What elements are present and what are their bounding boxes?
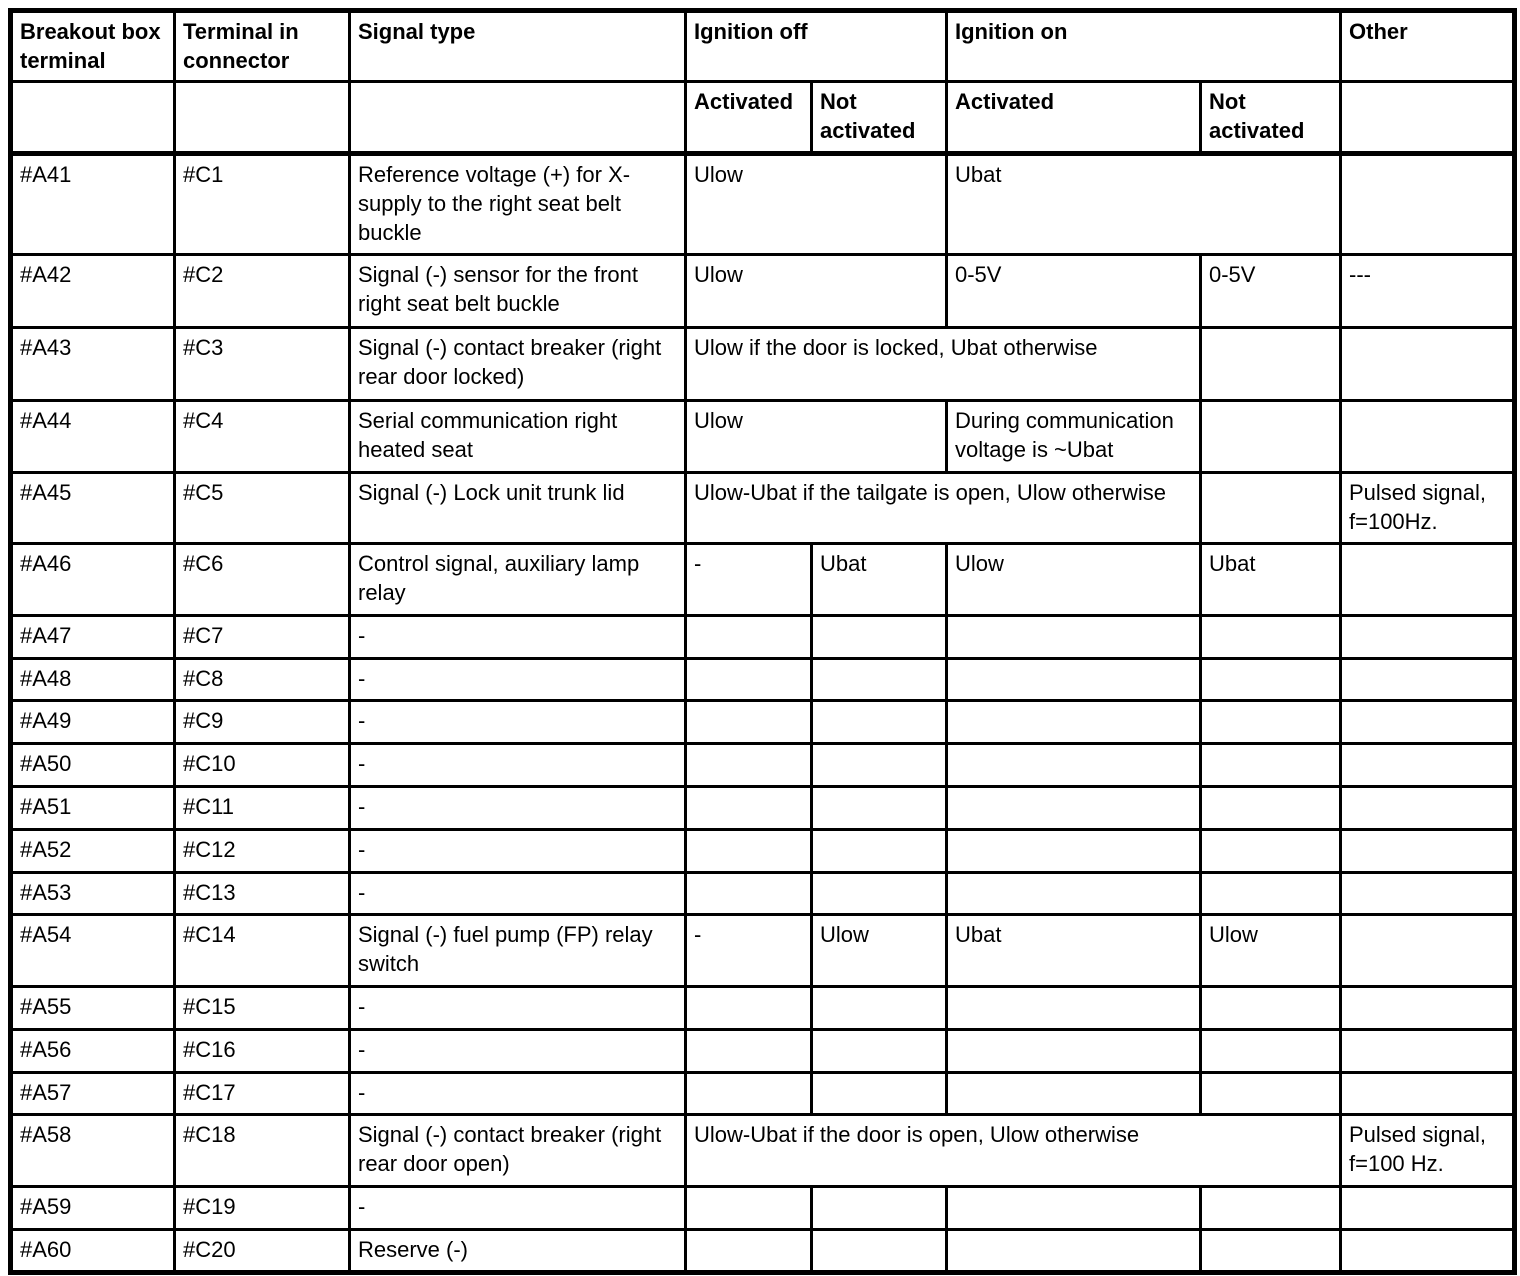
cell-connector-terminal: #C6 [175,544,350,616]
cell-value [1201,787,1341,830]
cell-value [947,744,1201,787]
cell-value: Ulow [812,915,947,987]
cell-connector-terminal: #C20 [175,1230,350,1273]
cell-value [812,1230,947,1273]
cell-value [1201,873,1341,915]
cell-value [1341,616,1515,659]
table-row [11,701,1515,744]
cell-breakout-terminal: #A56 [11,1030,175,1073]
table-row [11,255,1515,328]
table-row [11,1115,1515,1187]
cell-value: - [686,915,812,987]
cell-value [947,1073,1201,1115]
cell-connector-terminal: #C3 [175,328,350,401]
table-row [11,987,1515,1030]
cell-value: Ubat [947,154,1341,255]
cell-signal-type: - [350,659,686,701]
table-row [11,915,1515,987]
cell-value [686,1030,812,1073]
header-breakout-box-terminal: Breakout box terminal [11,11,175,82]
cell-value: - [686,544,812,616]
cell-connector-terminal: #C9 [175,701,350,744]
table-row [11,744,1515,787]
cell-value [1341,744,1515,787]
cell-breakout-terminal: #A42 [11,255,175,328]
table-row [11,616,1515,659]
cell-value: 0-5V [947,255,1201,328]
cell-value [1341,987,1515,1030]
cell-connector-terminal: #C18 [175,1115,350,1187]
cell-value [812,1073,947,1115]
terminal-signal-table [8,8,1517,1275]
cell-connector-terminal: #C5 [175,473,350,544]
cell-signal-type: Signal (-) sensor for the front right seat belt buckle [350,255,686,328]
header-row-main [11,11,1515,82]
cell-breakout-terminal: #A57 [11,1073,175,1115]
cell-value [1341,915,1515,987]
header-signal-type: Signal type [350,11,686,82]
cell-value [686,1187,812,1230]
cell-value [686,987,812,1030]
table-header [11,11,1515,154]
cell-value: During communication voltage is ~Ubat [947,401,1201,473]
cell-breakout-terminal: #A52 [11,830,175,873]
cell-signal-type: - [350,830,686,873]
cell-value [947,659,1201,701]
cell-breakout-terminal: #A50 [11,744,175,787]
cell-signal-type: Signal (-) contact breaker (right rear door open) [350,1115,686,1187]
cell-signal-type: - [350,744,686,787]
table-row [11,787,1515,830]
cell-value [947,1030,1201,1073]
cell-value [686,1073,812,1115]
table-row [11,659,1515,701]
cell-connector-terminal: #C19 [175,1187,350,1230]
header-ignition-on: Ignition on [947,11,1341,82]
cell-value [686,830,812,873]
header-row-sub [11,82,1515,154]
cell-signal-type: - [350,873,686,915]
cell-connector-terminal: #C10 [175,744,350,787]
cell-value [947,830,1201,873]
cell-breakout-terminal: #A47 [11,616,175,659]
cell-value: Pulsed signal, f=100Hz. [1341,473,1515,544]
cell-value [686,701,812,744]
cell-value [947,987,1201,1030]
cell-value [812,873,947,915]
cell-value: 0-5V [1201,255,1341,328]
cell-value [686,744,812,787]
cell-value [1341,154,1515,255]
header-blank-breakout [11,82,175,154]
cell-signal-type: Reserve (-) [350,1230,686,1273]
cell-connector-terminal: #C2 [175,255,350,328]
cell-breakout-terminal: #A58 [11,1115,175,1187]
cell-value: Ubat [1201,544,1341,616]
cell-value [1201,1230,1341,1273]
cell-signal-type: Serial communication right heated seat [350,401,686,473]
cell-breakout-terminal: #A55 [11,987,175,1030]
cell-value [1341,787,1515,830]
header-ignition-on-not-activated: Not activated [1201,82,1341,154]
cell-value [947,1230,1201,1273]
cell-connector-terminal: #C14 [175,915,350,987]
cell-value [1341,544,1515,616]
cell-value: Ulow [686,154,947,255]
cell-value: Ulow [1201,915,1341,987]
cell-signal-type: - [350,701,686,744]
cell-breakout-terminal: #A49 [11,701,175,744]
cell-signal-type: - [350,787,686,830]
cell-value [1341,1230,1515,1273]
cell-value [812,830,947,873]
table-row [11,154,1515,255]
cell-value [812,787,947,830]
cell-value: Ubat [947,915,1201,987]
cell-value [1341,830,1515,873]
cell-value [1341,1187,1515,1230]
cell-breakout-terminal: #A45 [11,473,175,544]
cell-value [812,744,947,787]
cell-value: Ulow [686,255,947,328]
table-row [11,328,1515,401]
cell-value [947,701,1201,744]
cell-value [947,873,1201,915]
cell-signal-type: - [350,987,686,1030]
cell-value [1201,701,1341,744]
cell-connector-terminal: #C12 [175,830,350,873]
cell-connector-terminal: #C1 [175,154,350,255]
cell-breakout-terminal: #A48 [11,659,175,701]
cell-value [686,1230,812,1273]
cell-signal-type: Signal (-) contact breaker (right rear door locked) [350,328,686,401]
cell-connector-terminal: #C11 [175,787,350,830]
cell-signal-type: - [350,1187,686,1230]
cell-value [1201,830,1341,873]
table-row [11,1187,1515,1230]
table-row [11,1073,1515,1115]
cell-signal-type: - [350,1030,686,1073]
cell-value [1201,401,1341,473]
cell-value: Ulow [686,401,947,473]
cell-breakout-terminal: #A59 [11,1187,175,1230]
cell-value [686,616,812,659]
cell-value [686,873,812,915]
cell-value [1341,401,1515,473]
cell-value [1201,616,1341,659]
cell-value [1341,701,1515,744]
table-row [11,873,1515,915]
cell-signal-type: Control signal, auxiliary lamp relay [350,544,686,616]
cell-value: --- [1341,255,1515,328]
cell-value [1201,328,1341,401]
cell-value [686,659,812,701]
cell-connector-terminal: #C17 [175,1073,350,1115]
cell-value [686,787,812,830]
cell-value [1341,1030,1515,1073]
header-terminal-in-connector: Terminal in connector [175,11,350,82]
cell-value [1201,1030,1341,1073]
cell-value [1341,659,1515,701]
cell-value [812,701,947,744]
header-blank-connector [175,82,350,154]
table-row [11,1230,1515,1273]
cell-value [1341,873,1515,915]
cell-connector-terminal: #C13 [175,873,350,915]
cell-breakout-terminal: #A60 [11,1230,175,1273]
header-ignition-on-activated: Activated [947,82,1201,154]
cell-value [812,1187,947,1230]
table-row [11,1030,1515,1073]
header-blank-signal [350,82,686,154]
cell-value [1201,987,1341,1030]
cell-value [1201,1187,1341,1230]
cell-breakout-terminal: #A54 [11,915,175,987]
table-row [11,473,1515,544]
cell-connector-terminal: #C4 [175,401,350,473]
cell-breakout-terminal: #A51 [11,787,175,830]
header-ignition-off-not-activated: Not activated [812,82,947,154]
cell-value [947,616,1201,659]
header-other: Other [1341,11,1515,82]
cell-value [1201,1073,1341,1115]
cell-breakout-terminal: #A53 [11,873,175,915]
cell-value [1201,744,1341,787]
cell-signal-type: Signal (-) Lock unit trunk lid [350,473,686,544]
cell-value [812,659,947,701]
cell-value [1341,328,1515,401]
cell-signal-type: Signal (-) fuel pump (FP) relay switch [350,915,686,987]
cell-value: Ubat [812,544,947,616]
cell-value: Ulow if the door is locked, Ubat otherwise [686,328,1201,401]
cell-connector-terminal: #C15 [175,987,350,1030]
cell-value: Pulsed signal, f=100 Hz. [1341,1115,1515,1187]
cell-signal-type: - [350,616,686,659]
table-row [11,830,1515,873]
cell-value [947,1187,1201,1230]
cell-signal-type: Reference voltage (+) for X-supply to the right seat belt buckle [350,154,686,255]
cell-signal-type: - [350,1073,686,1115]
cell-value [812,987,947,1030]
cell-breakout-terminal: #A41 [11,154,175,255]
cell-value [947,787,1201,830]
cell-breakout-terminal: #A46 [11,544,175,616]
table-body [11,154,1515,1273]
cell-connector-terminal: #C16 [175,1030,350,1073]
cell-value [812,616,947,659]
table-row [11,401,1515,473]
cell-value [1341,1073,1515,1115]
cell-value [1201,473,1341,544]
header-ignition-off-activated: Activated [686,82,812,154]
cell-value: Ulow-Ubat if the door is open, Ulow otherwise [686,1115,1341,1187]
header-ignition-off: Ignition off [686,11,947,82]
cell-value [812,1030,947,1073]
cell-connector-terminal: #C7 [175,616,350,659]
cell-value: Ulow-Ubat if the tailgate is open, Ulow otherwise [686,473,1201,544]
cell-breakout-terminal: #A44 [11,401,175,473]
cell-connector-terminal: #C8 [175,659,350,701]
table-row [11,544,1515,616]
cell-value [1201,659,1341,701]
cell-breakout-terminal: #A43 [11,328,175,401]
header-blank-other [1341,82,1515,154]
cell-value: Ulow [947,544,1201,616]
